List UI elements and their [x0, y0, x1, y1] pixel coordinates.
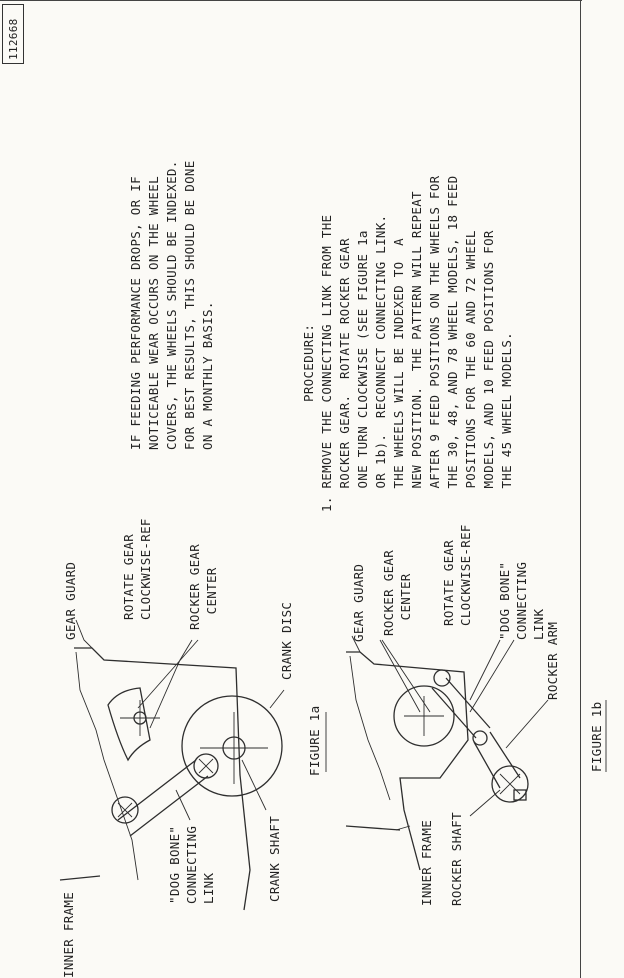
fig1b-leader-inner-frame [396, 826, 410, 830]
fig1a-caption: FIGURE 1a [307, 705, 322, 776]
fig1b-label-rocker-shaft: ROCKER SHAFT [449, 812, 464, 906]
fig1a-label-gear-guard: GEAR GUARD [63, 561, 78, 640]
fig1a-label-rotate-gear: ROTATE GEAR CLOCKWISE-REF [121, 518, 153, 620]
fig1a-label-crank-shaft: CRANK SHAFT [267, 815, 282, 902]
fig1b-leader-rocker-arm [506, 700, 548, 748]
fig1b-inner-frame-line [346, 826, 400, 830]
fig1b-label-dog-bone-link: "DOG BONE" CONNECTING LINK [497, 561, 546, 640]
fig1a-label-rocker-gear-center: ROCKER GEAR CENTER [187, 543, 219, 630]
fig1b-label-rocker-gear-center: ROCKER GEAR CENTER [381, 549, 413, 636]
fig1a-label-dog-bone-link: "DOG BONE" CONNECTING LINK [167, 825, 216, 904]
intro-paragraph: IF FEEDING PERFORMANCE DROPS, OR IF NOTICEABLE WEAR OCCURS ON THE WHEEL COVERS, THE WHEELS SHOULD BE INDEXED. FOR BEST RESULTS, THIS SHOULD BE DONE ON A MONTHLY BASIS. [128, 160, 215, 450]
fig1b-guard-inner-line [350, 656, 390, 800]
fig1b-link-end-top [434, 670, 450, 686]
fig1b-label-gear-guard: GEAR GUARD [351, 563, 366, 642]
fig1b-label-inner-frame: INNER FRAME [419, 819, 434, 906]
fig1b-dog-bone-link [432, 678, 490, 738]
fig1b-label-rocker-arm: ROCKER ARM [545, 621, 560, 700]
fig1b-leader-dog-bone [470, 640, 514, 712]
fig1b-label-rotate-gear: ROTATE GEAR CLOCKWISE-REF [441, 524, 473, 626]
procedure-step-1: 1. REMOVE THE CONNECTING LINK FROM THE ROCKER GEAR. ROTATE ROCKER GEAR ONE TURN CLOCKWISE (SEE FIGURE 1a OR 1b). RECONNECT CONNECTING LINK. THE WHEELS WILL BE INDEXED TO A NEW POSITION. THE PATTERN WILL REPEAT AFTER 9 FEED POSITIONS ON THE WHEELS FOR THE 30, 48, AND 78 WHEEL MODELS, 18 FEED POSITIONS FOR THE 60 AND 72 WHEEL MODELS, AND 10 FEED POSITIONS FOR THE 45 WHEEL MODELS. [319, 175, 514, 512]
fig1a-label-crank-disc: CRANK DISC [279, 601, 294, 680]
fig1b-leader-rocker-center [380, 640, 430, 712]
procedure-heading: PROCEDURE: [301, 323, 316, 402]
fig1b-leader-rocker-shaft [470, 790, 500, 816]
document-number: 112668 [7, 18, 20, 60]
fig1b-caption: FIGURE 1b [589, 701, 604, 772]
fig1a-label-inner-frame: INNER FRAME [61, 891, 76, 978]
